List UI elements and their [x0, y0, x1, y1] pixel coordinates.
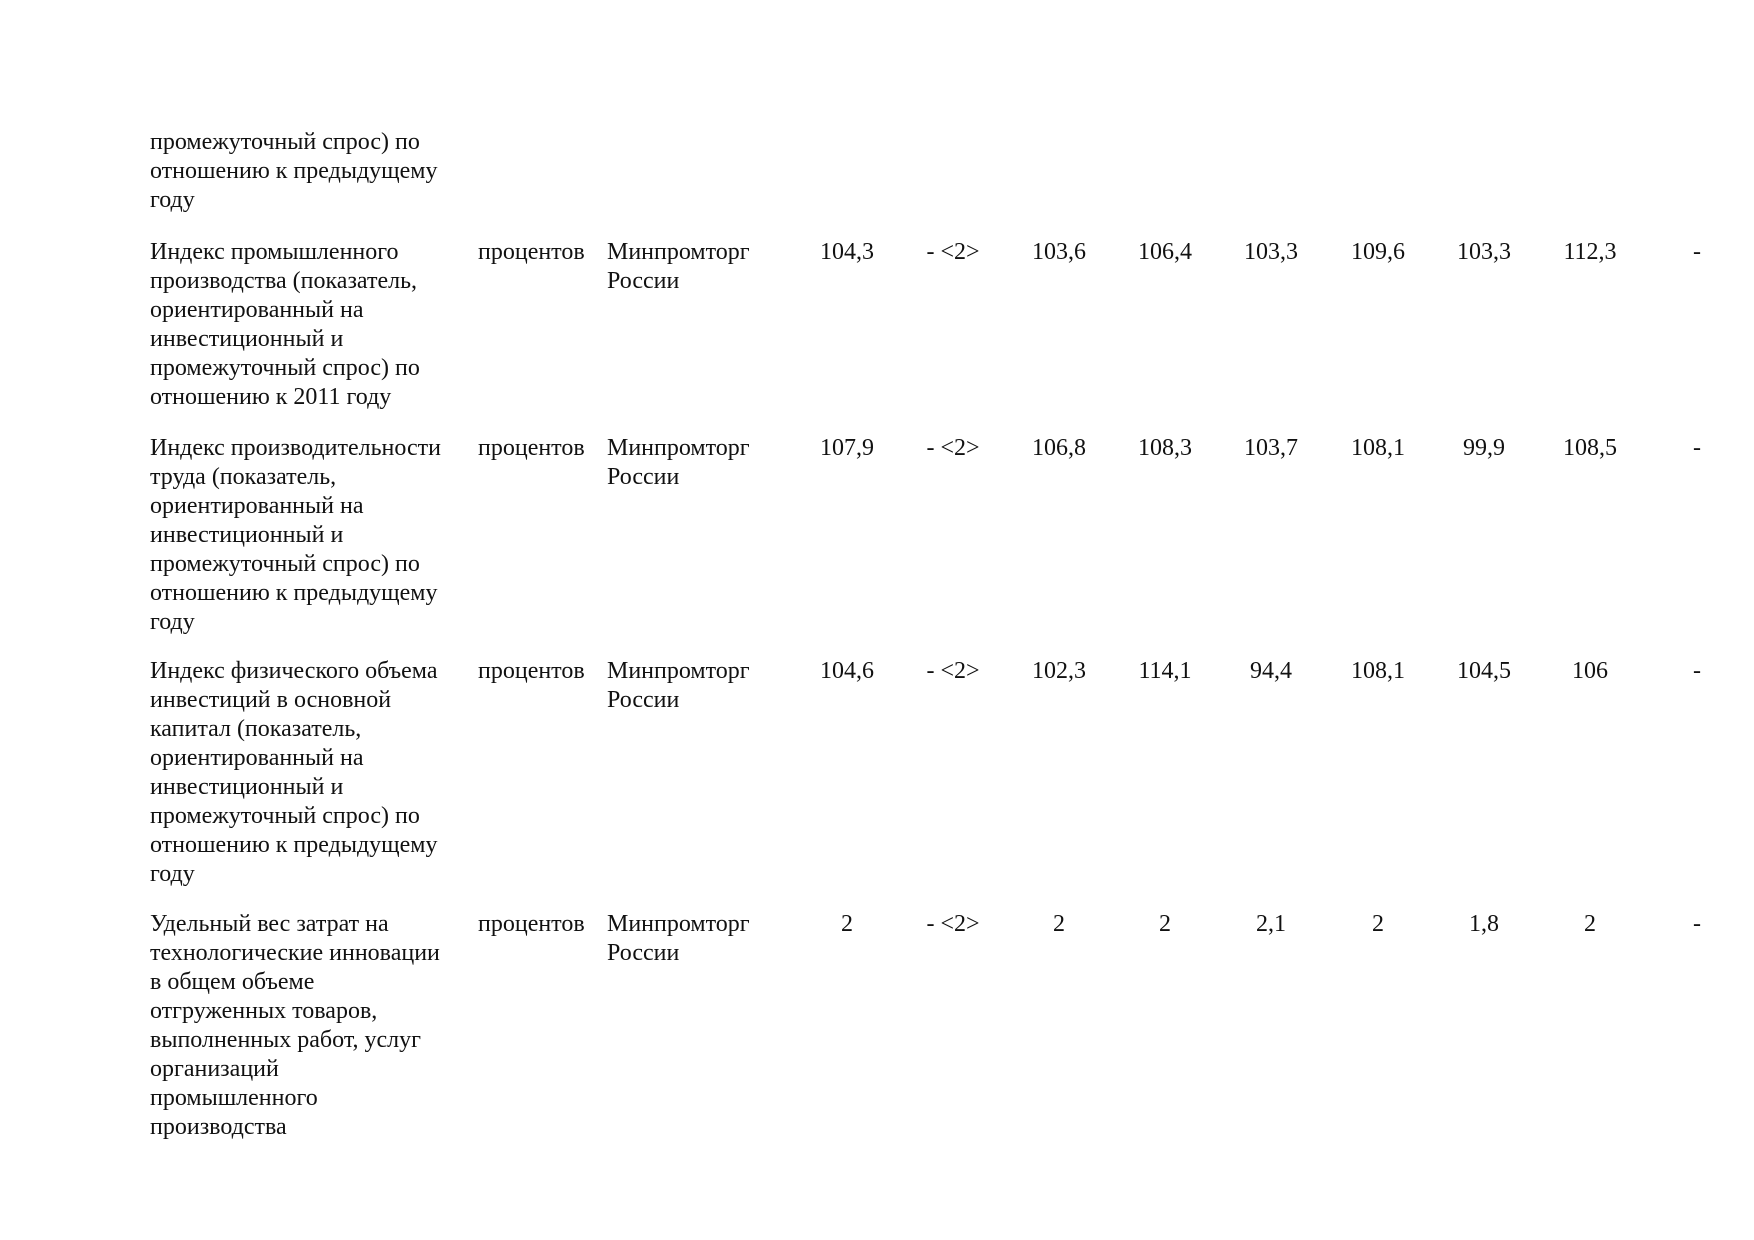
unit-cell: процентов — [478, 239, 585, 265]
continuation-indicator-text: промежуточный спрос) по отношению к предыдущему году — [150, 129, 438, 213]
responsible-cell: Минпромторг России — [607, 658, 750, 713]
value-cell: 109,6 — [1351, 239, 1405, 265]
unit-cell: процентов — [478, 911, 585, 937]
value-cell: 2 — [1372, 911, 1384, 937]
unit-cell: процентов — [478, 658, 585, 684]
unit-cell: процентов — [478, 435, 585, 461]
value-cell: 106 — [1572, 658, 1608, 684]
value-cell: 103,3 — [1457, 239, 1511, 265]
value-cell: 112,3 — [1563, 239, 1617, 265]
value-cell: - <2> — [926, 239, 980, 265]
value-cell: 2 — [1159, 911, 1171, 937]
value-cell: 2 — [1584, 911, 1596, 937]
value-cell: 103,7 — [1244, 435, 1298, 461]
value-cell: - — [1693, 658, 1701, 684]
responsible-cell: Минпромторг России — [607, 239, 750, 294]
value-cell: 103,6 — [1032, 239, 1086, 265]
responsible-cell: Минпромторг России — [607, 435, 750, 490]
responsible-cell: Минпромторг России — [607, 911, 750, 966]
value-cell: 103,3 — [1244, 239, 1298, 265]
value-cell: 2 — [841, 911, 853, 937]
value-cell: 1,8 — [1469, 911, 1499, 937]
value-cell: 94,4 — [1250, 658, 1292, 684]
value-cell: 99,9 — [1463, 435, 1505, 461]
value-cell: 104,5 — [1457, 658, 1511, 684]
value-cell: - <2> — [926, 658, 980, 684]
value-cell: 108,5 — [1563, 435, 1617, 461]
value-cell: 106,4 — [1138, 239, 1192, 265]
value-cell: 2,1 — [1256, 911, 1286, 937]
value-cell: - — [1693, 239, 1701, 265]
value-cell: 108,1 — [1351, 435, 1405, 461]
value-cell: 114,1 — [1138, 658, 1192, 684]
indicator-name: Удельный вес затрат на технологические инновации в общем объеме отгруженных товаров, выполненных работ, услуг организаций промышленного производства — [150, 911, 440, 1140]
value-cell: - <2> — [926, 911, 980, 937]
value-cell: 104,3 — [820, 239, 874, 265]
value-cell: 104,6 — [820, 658, 874, 684]
value-cell: 102,3 — [1032, 658, 1086, 684]
value-cell: - — [1693, 435, 1701, 461]
value-cell: 108,3 — [1138, 435, 1192, 461]
value-cell: - <2> — [926, 435, 980, 461]
value-cell: 2 — [1053, 911, 1065, 937]
value-cell: 108,1 — [1351, 658, 1405, 684]
indicator-name: Индекс производительности труда (показатель, ориентированный на инвестиционный и промежуточный спрос) по отношению к предыдущему году — [150, 435, 441, 635]
indicator-name: Индекс промышленного производства (показатель, ориентированный на инвестиционный и промежуточный спрос) по отношению к 2011 году — [150, 239, 420, 410]
value-cell: 107,9 — [820, 435, 874, 461]
value-cell: 106,8 — [1032, 435, 1086, 461]
indicator-name: Индекс физического объема инвестиций в основной капитал (показатель, ориентированный на инвестиционный и промежуточный спрос) по отношению к предыдущему году — [150, 658, 438, 887]
value-cell: - — [1693, 911, 1701, 937]
